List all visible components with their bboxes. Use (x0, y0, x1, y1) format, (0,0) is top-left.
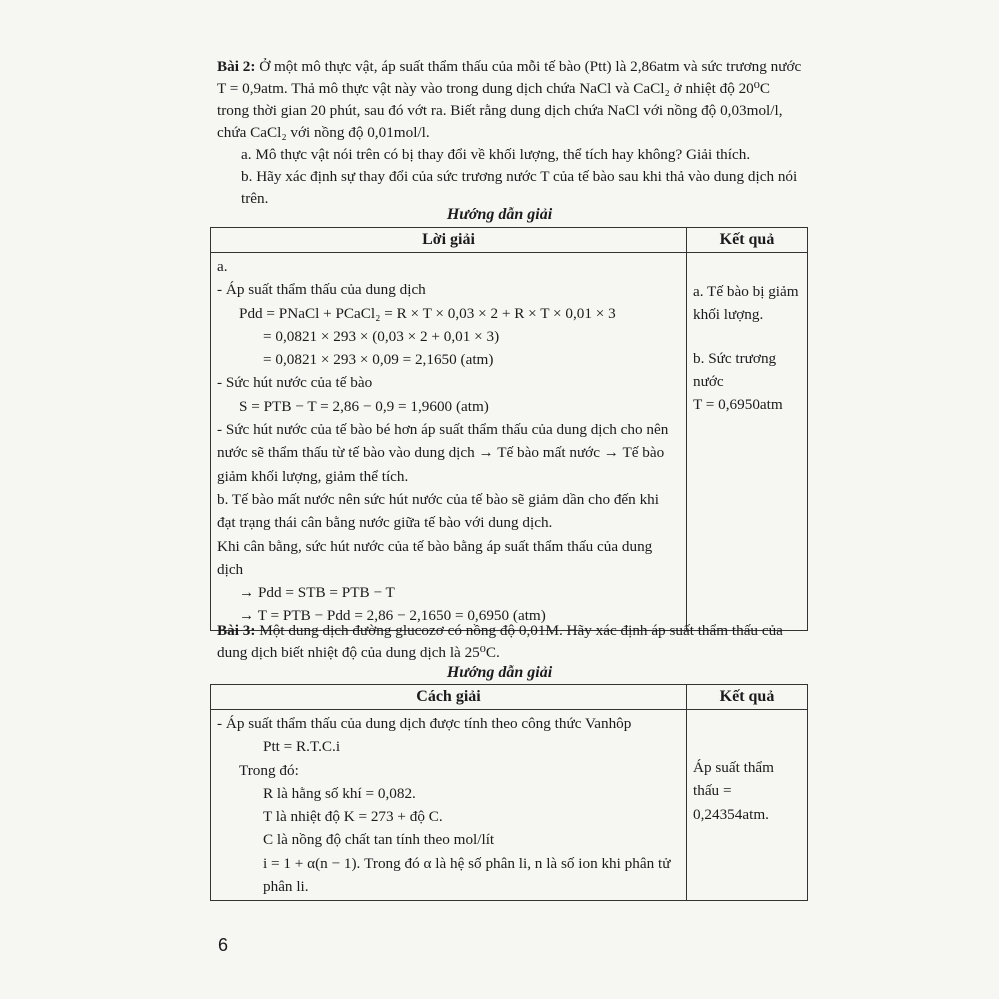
problem-3-text: Một dung dịch đường glucozơ có nồng độ 0,01M. Hãy xác định áp suất thẩm thấu của dung dịch biết nhiệt độ của dung dịch là 25⁰C. (217, 622, 783, 661)
solution-paragraph: - Áp suất thẩm thấu của dung dịch được tính theo công thức Vanhôp (217, 715, 632, 732)
solution-line: a. (217, 258, 228, 275)
table-header-row (211, 685, 808, 710)
guide-title-1: Hướng dẫn giải (446, 206, 553, 223)
problem-2-part-b: b. Hãy xác định sự thay đổi của sức trương nước T của tế bào sau khi thả vào dung dịch nói trên. (241, 168, 798, 207)
formula-line: S = PTB − T = 2,86 − 0,9 = 1,9600 (atm) (239, 397, 489, 415)
formula-line: → Pdd = STB = PTB − T (239, 584, 395, 602)
table-row (211, 253, 808, 631)
formula-line: = 0,0821 × 293 × (0,03 × 2 + 0,01 × 3) (263, 327, 500, 345)
page-number: 6 (218, 935, 229, 955)
solution-paragraph: i = 1 + α(n − 1). Trong đó α là hệ số phân li, n là số ion khi phân tử phân li. (263, 854, 671, 896)
solution-line: C là nồng độ chất tan tính theo mol/lít (263, 831, 495, 849)
result-value: Áp suất thẩm thấu = 0,24354atm. (693, 759, 774, 823)
problem-3 (217, 620, 802, 664)
table-header-row (211, 228, 808, 253)
problem-2-part-a: a. Mô thực vật nói trên có bị thay đổi về khối lượng, thể tích hay không? Giải thích. (241, 146, 751, 163)
solution-table-1 (210, 227, 808, 631)
result-b-value: T = 0,6950atm (693, 396, 783, 414)
solution-line: - Sức hút nước của tế bào (217, 374, 373, 392)
problem-2-text: Ở một mô thực vật, áp suất thẩm thấu của mỗi tế bào (Ptt) là 2,86atm và sức trương nước T = 0,9atm. Thả mô thực vật này vào trong dung dịch chứa NaCl và CaCl₂ ở nhiệt độ 20⁰C trong thời gian 20 phút, sau đó vớt ra. Biết rằng dung dịch chứa NaCl với nồng độ 0,03mol/l, chứa CaCl₂ với nồng độ 0,01mol/l. (217, 58, 802, 141)
solution-line: T là nhiệt độ K = 273 + độ C. (263, 808, 443, 826)
problem-3-label: Bài 3: (217, 622, 256, 639)
solution-line: Trong đó: (239, 761, 299, 779)
solution-paragraph: b. Tế bào mất nước nên sức hút nước của tế bào sẽ giảm dần cho đến khi đạt trạng thái cân bằng nước giữa tế bào với dung dịch. (217, 490, 659, 532)
result-a: a. Tế bào bị giảm khối lượng. (693, 283, 799, 324)
formula-line: Ptt = R.T.C.i (263, 738, 341, 756)
formula-line: = 0,0821 × 293 × 0,09 = 2,1650 (atm) (263, 351, 494, 369)
result-cell (687, 710, 808, 901)
solution-table-2 (210, 684, 808, 901)
table-row (211, 710, 808, 901)
problem-2 (217, 56, 802, 210)
problem-2-label: Bài 2: (217, 58, 256, 75)
solution-line: - Áp suất thẩm thấu của dung dịch (217, 281, 426, 299)
result-b-label: b. Sức trương nước (693, 349, 777, 390)
solution-paragraph: Khi cân bằng, sức hút nước của tế bào bằng áp suất thẩm thấu của dung dịch (217, 537, 653, 578)
guide-title-2: Hướng dẫn giải (446, 664, 553, 681)
header-ket-qua: Kết quả (687, 685, 808, 710)
header-cach-giai: Cách giải (211, 685, 687, 710)
result-cell (687, 253, 808, 631)
formula-line: → T = PTB − Pdd = 2,86 − 2,1650 = 0,6950 (atm) (239, 607, 546, 625)
solution-paragraph: - Sức hút nước của tế bào bé hơn áp suất thẩm thấu của dung dịch cho nên nước sẽ thẩm thấu từ tế bào vào dung dịch → Tế bào mất nước → Tế bào giảm khối lượng, giảm thể tích. (217, 421, 669, 485)
formula-line: Pdd = PNaCl + PCaCl₂ = R × T × 0,03 × 2 + R × T × 0,01 × 3 (239, 304, 616, 322)
problem-2-statement (217, 56, 802, 144)
solution-cell (211, 253, 687, 631)
header-ket-qua: Kết quả (687, 228, 808, 253)
header-loi-giai: Lời giải (211, 228, 687, 253)
solution-line: R là hằng số khí = 0,082. (263, 784, 416, 802)
solution-cell (211, 710, 687, 901)
